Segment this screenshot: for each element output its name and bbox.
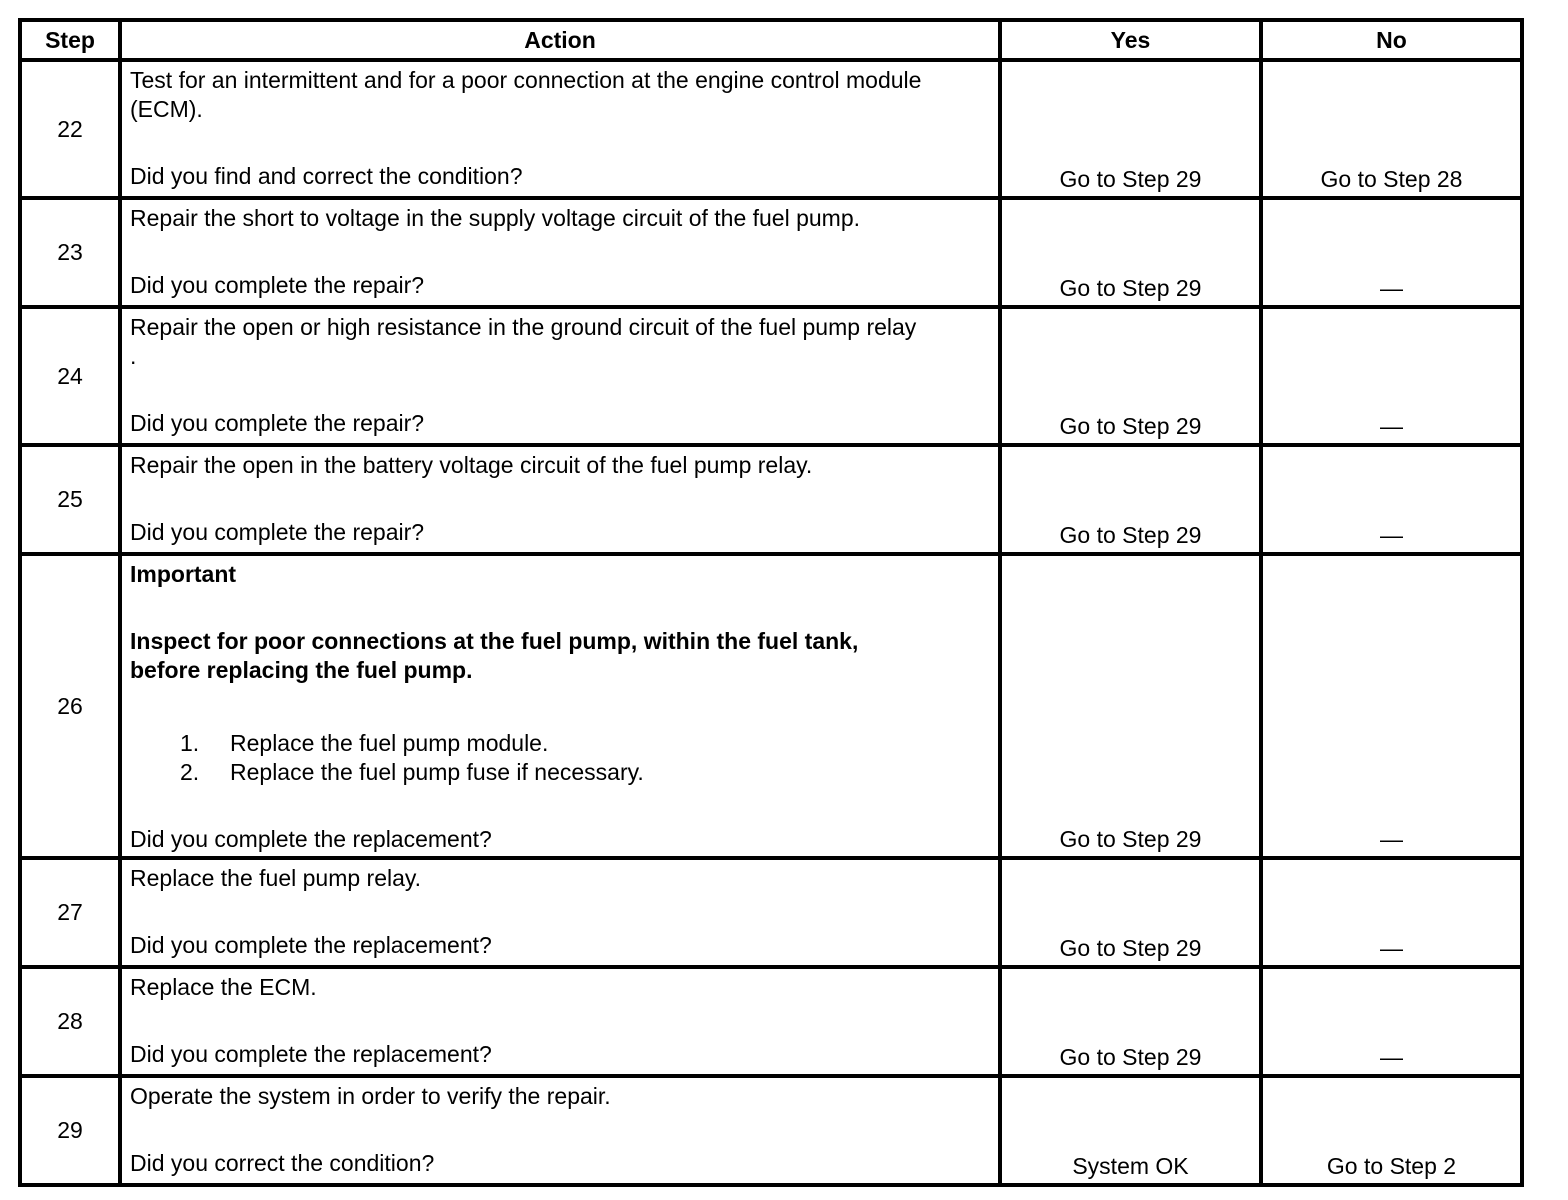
- action-cell: [120, 554, 1000, 858]
- table-row: [20, 60, 1522, 198]
- procedure-list: [130, 729, 990, 787]
- yes-result: Go to Step 29: [1000, 967, 1261, 1076]
- yes-result: Go to Step 29: [1000, 60, 1261, 198]
- question-text: Did you complete the repair?: [130, 410, 425, 436]
- yes-result: Go to Step 29: [1000, 445, 1261, 554]
- table-row: [20, 858, 1522, 967]
- header-action: Action: [120, 20, 1000, 60]
- no-result: —: [1261, 858, 1522, 967]
- action-text: Repair the open in the battery voltage circuit of the fuel pump relay.: [130, 452, 813, 478]
- action-text: Operate the system in order to verify the repair.: [130, 1083, 611, 1109]
- table-row: [20, 554, 1522, 858]
- question-text: Did you complete the replacement?: [130, 826, 492, 852]
- action-cell: [120, 967, 1000, 1076]
- no-result: —: [1261, 198, 1522, 307]
- action-cell: [120, 307, 1000, 445]
- step-number: 27: [20, 858, 120, 967]
- step-number: 22: [20, 60, 120, 198]
- table-row: [20, 967, 1522, 1076]
- yes-result: System OK: [1000, 1076, 1261, 1185]
- no-result: Go to Step 2: [1261, 1076, 1522, 1185]
- question-text: Did you complete the repair?: [130, 272, 425, 298]
- action-text: Replace the ECM.: [130, 974, 317, 1000]
- list-item-text: Replace the fuel pump module.: [230, 730, 549, 756]
- action-text: Replace the fuel pump relay.: [130, 865, 422, 891]
- header-step: Step: [20, 20, 120, 60]
- action-text: Repair the open or high resistance in the ground circuit of the fuel pump relay: [130, 314, 917, 340]
- action-text: Test for an intermittent and for a poor connection at the engine control module: [130, 67, 922, 93]
- question-text: Did you complete the replacement?: [130, 1041, 492, 1067]
- list-item: [130, 729, 990, 758]
- action-text: .: [130, 343, 137, 369]
- action-cell: [120, 198, 1000, 307]
- table-row: [20, 198, 1522, 307]
- header-yes: Yes: [1000, 20, 1261, 60]
- step-number: 25: [20, 445, 120, 554]
- step-number: 29: [20, 1076, 120, 1185]
- question-text: Did you complete the replacement?: [130, 932, 492, 958]
- question-text: Did you correct the condition?: [130, 1150, 435, 1176]
- important-note: Inspect for poor connections at the fuel pump, within the fuel tank,: [130, 628, 859, 654]
- action-cell: [120, 858, 1000, 967]
- no-result: —: [1261, 307, 1522, 445]
- step-number: 28: [20, 967, 120, 1076]
- table-row: [20, 445, 1522, 554]
- question-text: Did you complete the repair?: [130, 519, 425, 545]
- no-result: Go to Step 28: [1261, 60, 1522, 198]
- step-number: 23: [20, 198, 120, 307]
- yes-result: Go to Step 29: [1000, 554, 1261, 858]
- header-row: [20, 20, 1522, 60]
- list-item-number: 2.: [180, 759, 200, 785]
- question-text: Did you find and correct the condition?: [130, 163, 523, 189]
- important-title: Important: [130, 561, 237, 587]
- no-result: —: [1261, 445, 1522, 554]
- no-result: —: [1261, 554, 1522, 858]
- list-item-number: 1.: [180, 730, 200, 756]
- yes-result: Go to Step 29: [1000, 198, 1261, 307]
- header-no: No: [1261, 20, 1522, 60]
- table-row: [20, 1076, 1522, 1185]
- action-text: (ECM).: [130, 96, 203, 122]
- step-number: 26: [20, 554, 120, 858]
- no-result: —: [1261, 967, 1522, 1076]
- list-item-text: Replace the fuel pump fuse if necessary.: [230, 759, 644, 785]
- yes-result: Go to Step 29: [1000, 858, 1261, 967]
- step-number: 24: [20, 307, 120, 445]
- table-row: [20, 307, 1522, 445]
- yes-result: Go to Step 29: [1000, 307, 1261, 445]
- diagnostic-table: [18, 18, 1524, 1187]
- list-item: [130, 758, 990, 787]
- action-cell: [120, 1076, 1000, 1185]
- action-cell: [120, 445, 1000, 554]
- action-cell: [120, 60, 1000, 198]
- diagnostic-table-container: [18, 18, 1524, 1187]
- important-note: before replacing the fuel pump.: [130, 657, 473, 683]
- action-text: Repair the short to voltage in the supply voltage circuit of the fuel pump.: [130, 205, 861, 231]
